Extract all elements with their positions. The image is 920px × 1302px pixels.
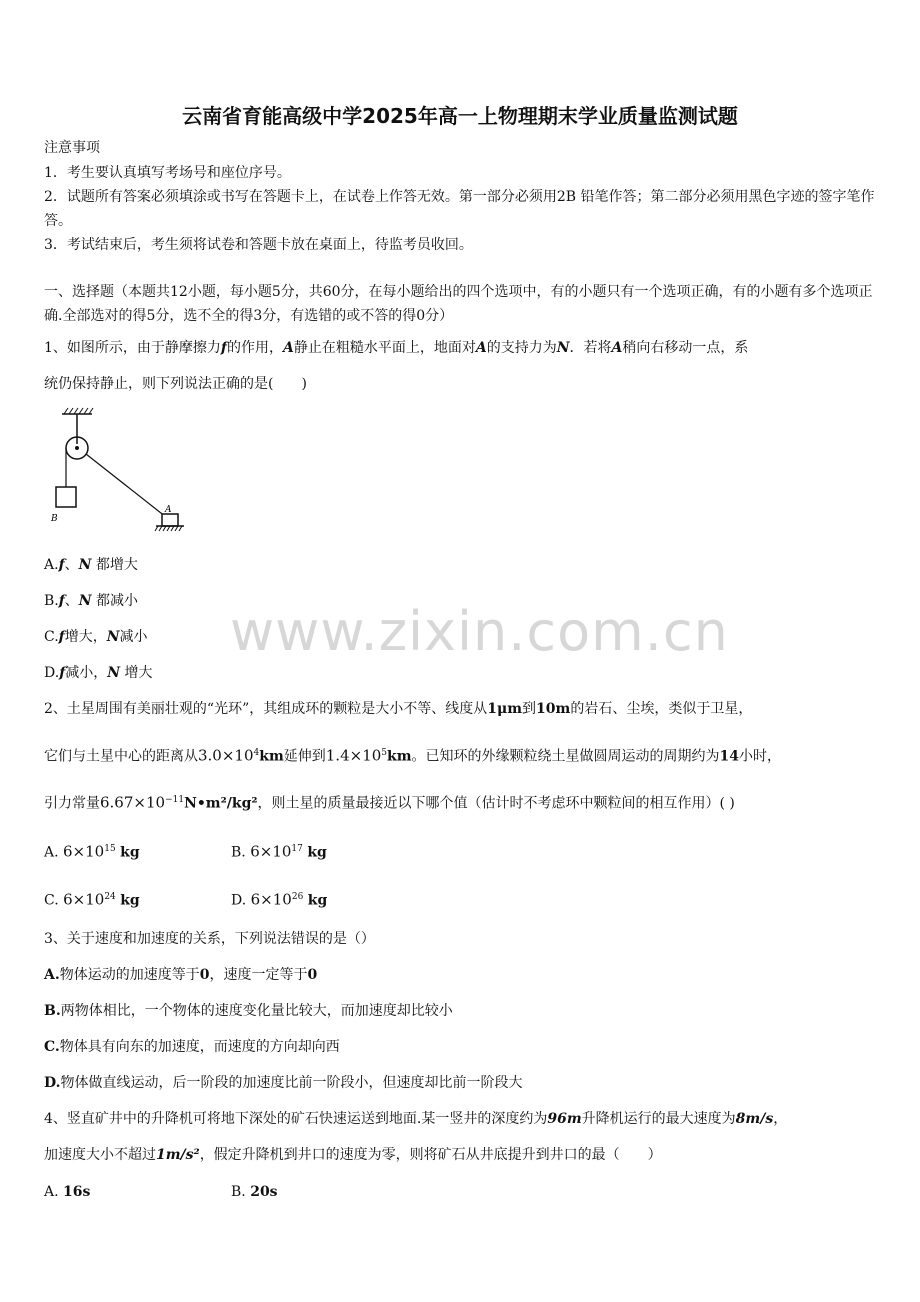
q1-option-a[interactable] (44, 556, 138, 574)
q2-period: 14 (719, 748, 740, 765)
q2-line2 (44, 744, 781, 766)
q1-var-N: N (556, 340, 570, 356)
q2-option-b-exponent: 17 (291, 844, 303, 854)
q2-option-a-unit: kg (120, 844, 140, 861)
q4-line2 (44, 1146, 662, 1164)
q1-option-c-text: 减小 (119, 629, 148, 645)
q2-option-d-exponent: 26 (291, 892, 304, 902)
q2-d2-mantissa: 1.4×10 (325, 746, 382, 765)
q3-option-a-value2: 0 (307, 967, 318, 983)
q2-line3 (44, 791, 735, 813)
watermark: www.zixin.com.cn (230, 600, 729, 663)
q2-option-b-label: B. (231, 844, 246, 861)
q2-option-a-exponent: 15 (104, 844, 116, 854)
q1-option-b-f: f (58, 593, 65, 609)
q4-line1-b: 升降机运行的最大速度为 (581, 1111, 736, 1127)
q1-option-b-text: 都减小 (91, 593, 139, 609)
q1-option-a-label: A. (44, 557, 59, 573)
q2-option-a[interactable] (44, 840, 140, 862)
q4-max-accel: 1m/s² (156, 1147, 200, 1163)
q2-option-b[interactable] (231, 840, 327, 862)
q2-option-a-label: A. (44, 844, 59, 861)
q3-option-b[interactable] (44, 1002, 453, 1020)
q1-option-d-mid: 减小， (65, 665, 108, 681)
q2-option-c-unit: kg (120, 892, 140, 909)
q3-option-d-text: 物体做直线运动，后一阶段的加速度比前一阶段小，但速度却比前一阶段大 (60, 1075, 523, 1091)
q1-option-b[interactable] (44, 592, 138, 610)
q3-option-c[interactable] (44, 1038, 340, 1056)
q1-option-c-f: f (58, 629, 65, 645)
q1-figure-label-A: A (165, 505, 172, 515)
q2-option-b-unit: kg (307, 844, 327, 861)
q1-pulley-figure (44, 406, 194, 536)
q1-option-b-sep: 、 (64, 593, 79, 609)
q1-stem-c: 静止在粗糙水平面上，地面对 (293, 340, 476, 356)
q4-max-speed: 8m/s (735, 1111, 774, 1127)
q2-G-exponent: −11 (165, 795, 185, 805)
q2-option-c-label: C. (44, 892, 59, 909)
section-heading: 一、选择题（本题共12小题，每小题5分，共60分，在每小题给出的四个选项中，有的小题只有一个选项正确，有的小题有多个选项正确.全部选对的得5分，选不全的得3分，有选错的或不答的得0分） (44, 284, 873, 324)
q1-option-a-text: 都增大 (91, 557, 138, 573)
q3-option-c-label: C. (44, 1039, 60, 1055)
q2-line2-c: 。已知环的外缘颗粒绕土星做圆周运动的周期约为 (411, 748, 720, 765)
q1-option-c-N: N (106, 629, 120, 645)
notice-item-1: 1．考生要认真填写考场号和座位序号。 (44, 165, 291, 181)
q1-stem-line2: 统仍保持静止，则下列说法正确的是( ) (44, 376, 307, 392)
q3-option-a-value: 0 (199, 967, 210, 983)
q1-var-A: A (282, 340, 294, 356)
q2-line3-b: ，则土星的质量最接近以下哪个值（估计时不考虑环中颗粒间的相互作用）( ) (257, 795, 735, 812)
q1-option-b-N: N (78, 593, 92, 609)
q4-option-b[interactable] (231, 1183, 278, 1201)
q4-line1-c: ， (773, 1111, 788, 1127)
q1-option-d-text: 增大 (120, 665, 153, 681)
q4-line2-a: 加速度大小不超过 (44, 1147, 156, 1163)
q1-option-d[interactable] (44, 664, 152, 682)
q3-option-d[interactable] (44, 1074, 523, 1092)
q4-option-a-label: A. (44, 1184, 59, 1200)
q2-option-a-mantissa: 6×10 (63, 842, 105, 861)
q1-stem-b: 的作用， (226, 340, 283, 356)
q4-option-b-label: B. (231, 1184, 246, 1200)
notice-item-2: 2．试题所有答案必须填涂或书写在答题卡上，在试卷上作答无效。第一部分必须用2B 铅笔作答；第二部分必须用黑色字迹的签字笔作答。 (44, 189, 875, 229)
q2-option-c[interactable] (44, 888, 140, 910)
q1-var-A-3: A (611, 340, 623, 356)
q2-d2-exponent: 5 (381, 748, 388, 758)
q2-line1 (44, 700, 752, 718)
q1-option-a-N: N (78, 557, 92, 573)
q2-option-d-unit: kg (307, 892, 328, 909)
q1-option-c[interactable] (44, 628, 148, 646)
q4-line1 (44, 1110, 787, 1128)
q2-d1-exponent: 4 (253, 748, 260, 758)
q3-option-b-text: 两物体相比，一个物体的速度变化量比较大，而加速度却比较小 (60, 1003, 453, 1019)
q2-line1-c: 的岩石、尘埃，类似于卫星， (570, 701, 753, 717)
q1-stem-f: 稍向右移动一点，系 (622, 340, 749, 356)
q2-size-min: 1μm (487, 701, 523, 717)
q2-option-b-mantissa: 6×10 (250, 842, 292, 861)
q4-line2-b: ，假定升降机到井口的速度为零，则将矿石从井底提升到井口的最（ ） (199, 1147, 662, 1163)
q2-option-d-label: D. (231, 892, 247, 909)
q4-depth: 96m (547, 1111, 582, 1127)
q2-option-d-mantissa: 6×10 (250, 890, 292, 909)
q1-stem-line1 (44, 339, 748, 357)
q1-option-d-N: N (107, 665, 121, 681)
q2-G-unit: N•m²/kg² (184, 795, 258, 812)
q3-option-a-text: 物体运动的加速度等于 (59, 967, 200, 983)
q2-option-c-mantissa: 6×10 (63, 890, 105, 909)
q4-option-a[interactable] (44, 1183, 90, 1201)
q2-option-d[interactable] (231, 888, 327, 910)
q3-option-a[interactable] (44, 966, 317, 984)
q1-option-c-mid: 增大， (64, 629, 107, 645)
q2-d1-mantissa: 3.0×10 (198, 746, 254, 765)
q1-stem-a: 1、如图所示，由于静摩擦力 (44, 340, 221, 356)
q3-option-b-label: B. (44, 1003, 61, 1019)
q3-stem: 3、关于速度和加速度的关系，下列说法错误的是（） (44, 931, 375, 947)
q1-var-A-2: A (475, 340, 487, 356)
q1-stem-e: ．若将 (569, 340, 612, 356)
q1-option-d-label: D. (44, 665, 60, 681)
notice-item-3: 3．考试结束后，考生须将试卷和答题卡放在桌面上，待监考员收回。 (44, 237, 473, 253)
q2-line2-b: 延伸到 (283, 748, 326, 765)
q1-option-a-f: f (58, 557, 65, 573)
q1-option-b-label: B. (44, 593, 59, 609)
notice-heading: 注意事项 (44, 140, 100, 156)
q3-option-d-label: D. (44, 1075, 61, 1091)
q2-d2-unit: km (387, 748, 412, 765)
q1-option-c-label: C. (44, 629, 59, 645)
q1-var-f: f (220, 340, 227, 356)
q1-option-a-sep: 、 (64, 557, 79, 573)
q3-option-a-label: A. (44, 967, 60, 983)
page-title: 云南省育能高级中学2025年高一上物理期末学业质量监测试题 (182, 104, 738, 128)
q2-G-mantissa: 6.67×10 (100, 793, 166, 812)
q2-line2-d: 小时， (739, 748, 782, 765)
q3-option-c-text: 物体具有向东的加速度，而速度的方向却向西 (59, 1039, 340, 1055)
q2-line2-a: 它们与土星中心的距离从 (44, 748, 198, 765)
q1-stem-d: 的支持力为 (486, 340, 557, 356)
q2-size-max: 10m (536, 701, 571, 717)
q1-option-d-f: f (59, 665, 66, 681)
q2-line1-b: 到 (522, 701, 537, 717)
q4-option-b-value: 20s (250, 1184, 278, 1200)
q3-option-a-text2: ，速度一定等于 (209, 967, 308, 983)
q2-option-c-exponent: 24 (104, 892, 116, 902)
q2-line3-a: 引力常量 (44, 795, 100, 812)
q4-line1-a: 4、竖直矿井中的升降机可将地下深处的矿石快速运送到地面.某一竖井的深度约为 (44, 1111, 548, 1127)
q2-line1-a: 2、土星周围有美丽壮观的“光环”，其组成环的颗粒是大小不等、线度从 (44, 701, 488, 717)
q2-d1-unit: km (259, 748, 284, 765)
q1-figure-label-B: B (51, 514, 58, 524)
q4-option-a-value: 16s (63, 1184, 91, 1200)
